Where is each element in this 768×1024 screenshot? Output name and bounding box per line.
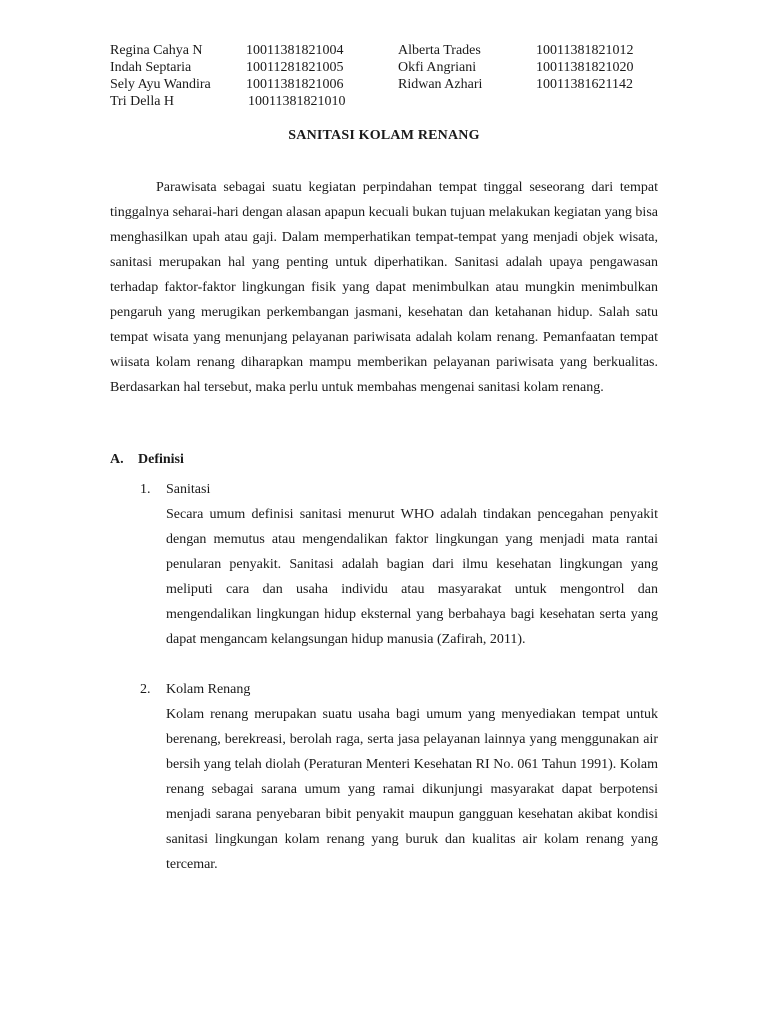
author-id: 10011281821005 (246, 60, 344, 75)
intro-paragraph: Parawisata sebagai suatu kegiatan perpindahan tempat tinggal seseorang dari tempat tinggalnya seharai-hari dengan alasan apapun kecuali bukan tujuan melakukan kegiatan yang bisa menghasilkan upah atau gaji. Dalam memperhatikan tempat-tempat yang menjadi objek wisata, sanitasi merupakan hal yang penting untuk diperhatikan. Sanitasi adalah upaya pengawasan terhadap faktor-faktor lingkungan fisik yang dapat menimbulkan atau mungkin menimbulkan pengaruh yang merugikan perkembangan jasmani, kesehatan dan ketahanan hidup. Salah satu tempat wisata yang menunjang pelayanan pariwisata adalah kolam renang. Pemanfaatan tempat wiisata kolam renang diharapkan mampu memberikan pelayanan pariwisata yang berkualitas. Berdasarkan hal tersebut, maka perlu untuk membahas mengenai sanitasi kolam renang. (110, 180, 658, 395)
author-row (110, 59, 656, 76)
author-name: Indah Septaria (110, 60, 192, 75)
list-item-number: 1. (140, 482, 151, 497)
section-heading (110, 452, 184, 468)
list-item-body: Kolam renang merupakan suatu usaha bagi umum yang menyediakan tempat untuk berenang, berekreasi, berolah raga, serta jasa pelayanan lainnya yang menggunakan air bersih yang telah diolah (Peraturan Menteri Kesehatan RI No. 061 Tahun 1991). Kolam renang sebagai sarana umum yang ramai dikunjungi masyarakat dapat berpotensi menjadi sarana penyebaran bibit penyakit maupun gangguan kesehatan akibat kondisi sanitasi lingkungan kolam renang yang buruk dan kualitas air kolam renang yang tercemar. (166, 707, 658, 872)
list-item (140, 677, 658, 877)
author-id: 10011381821020 (536, 60, 634, 75)
author-name: Tri Della H (110, 94, 175, 109)
list-item (140, 477, 658, 652)
list-item-title: Kolam Renang (166, 682, 251, 697)
author-name: Okfi Angriani (398, 60, 477, 75)
author-list (110, 42, 656, 110)
author-name: Sely Ayu Wandira (110, 77, 211, 92)
list-item-number: 2. (140, 682, 151, 697)
author-id: 10011381821004 (246, 43, 344, 58)
document-title: SANITASI KOLAM RENANG (288, 128, 480, 143)
author-name: Alberta Trades (398, 43, 481, 58)
list-item-title: Sanitasi (166, 482, 211, 497)
author-row (110, 76, 656, 93)
author-id: 10011381821012 (536, 43, 634, 58)
author-name: Regina Cahya N (110, 43, 203, 58)
author-id: 10011381621142 (536, 77, 633, 92)
author-name: Ridwan Azhari (398, 77, 483, 92)
section-letter: A. (110, 452, 124, 467)
author-id: 10011381821006 (246, 77, 344, 92)
section-title: Definisi (138, 452, 184, 467)
list-item-heading (140, 477, 658, 502)
author-row (110, 93, 656, 110)
author-id: 10011381821010 (248, 94, 346, 109)
author-row (110, 42, 656, 59)
list-item-body: Secara umum definisi sanitasi menurut WHO adalah tindakan pencegahan penyakit dengan memutus atau mengendalikan faktor lingkungan yang menjadi mata rantai penularan penyakit. Sanitasi adalah bagian dari ilmu kesehatan lingkungan yang meliputi cara dan usaha individu atau masyarakat untuk mengontrol dan mengendalikan lingkungan hidup eksternal yang berbahaya bagi kesehatan serta yang dapat mengancam kelangsungan hidup manusia (Zafirah, 2011). (166, 507, 658, 647)
list-item-heading (140, 677, 658, 702)
